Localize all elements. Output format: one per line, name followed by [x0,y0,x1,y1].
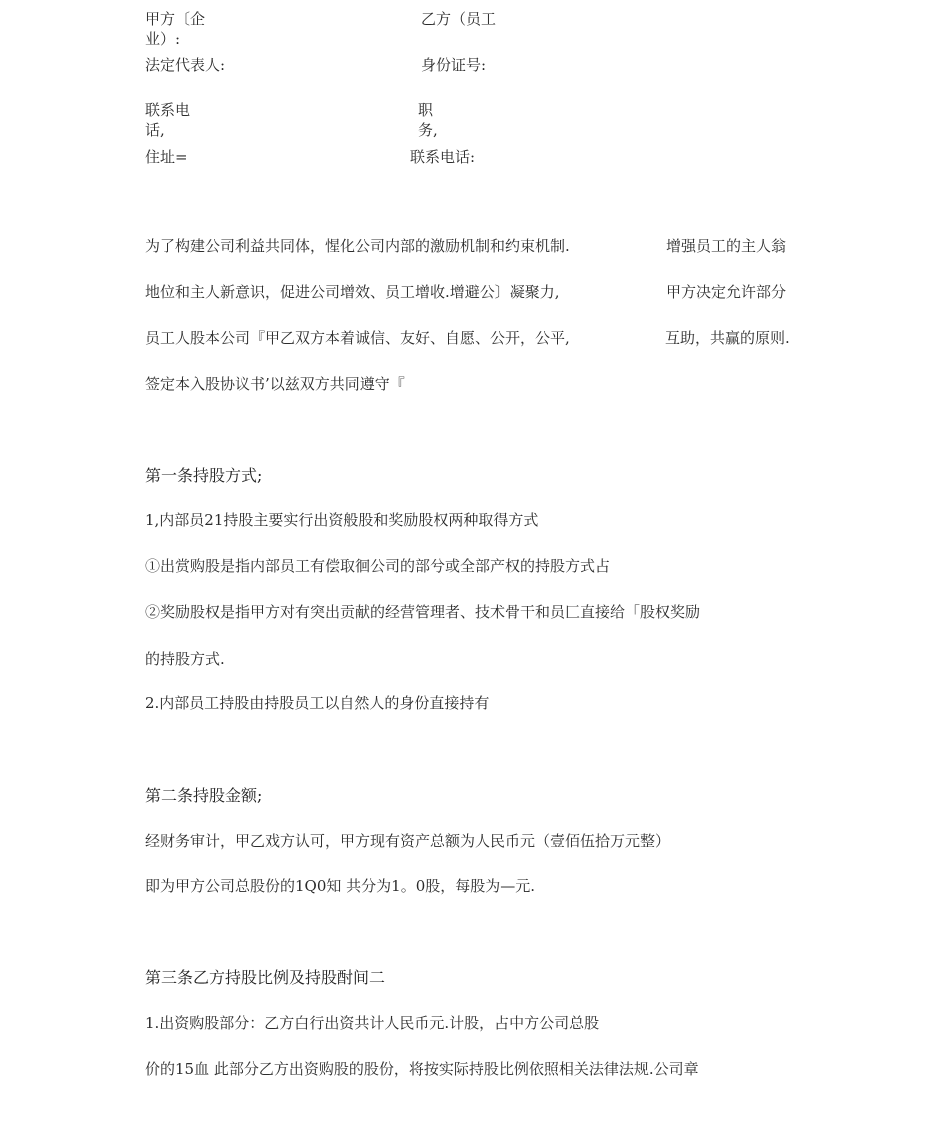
article-2-paragraph-2: 即为甲方公司总股份的1Q0知 共分为1。0股，每股为—元. [145,877,536,895]
preamble-line-1-left: 为了构建公司利益共同体，惺化公司内部的激励机制和约束机制. [145,237,570,255]
preamble-line-1-right: 增强员工的主人翁 [666,237,787,255]
preamble-line-3-left: 员工人股本公司『甲乙双方本着诚信、友好、自愿、公开，公平, [145,329,570,347]
preamble-line-2-left: 地位和主人新意识，促进公司增效、员工增收.增避公〕凝聚力, [145,283,560,301]
article-3-paragraph-1: 1.出资购股部分：乙方白行出资共计人民币元.计股，占中方公司总股 [145,1014,600,1032]
article-1-paragraph-2: ①出赏购股是指内部员工有偿取徊公司的部兮或全部产权的持股方式占 [145,557,611,575]
article-1-paragraph-5: 2.内部员工持股由持股员工以自然人的身份直接持有 [145,694,490,712]
article-2-title: 第二条持股金额; [145,786,263,805]
position-label: 职务, [418,101,438,139]
phone-label-a: 联系电话, [145,101,191,139]
phone-label-b: 联系电话: [410,148,476,166]
legal-representative-label: 法定代表人: [145,56,226,74]
article-2-paragraph-1: 经财务审计，甲乙戏方认可，甲方现有资产总额为人民币元（壹佰伍拾万元整） [145,832,671,850]
party-b-label: 乙方（员工 [421,10,497,28]
preamble-line-4: 签定本入股协议书’以兹双方共同遵守『 [145,375,405,393]
party-a-label: 甲方〔企业）: [145,10,206,48]
article-1-title: 第一条持股方式; [145,466,263,485]
preamble-line-3-right: 互助，共赢的原则. [665,329,790,347]
id-number-label: 身份证号: [421,56,487,74]
article-3-paragraph-2: 价的15血 此部分乙方出资购股的股份，将按实际持股比例依照相关法律法规.公司章 [145,1060,699,1078]
article-1-paragraph-4: 的持股方式. [145,650,225,668]
article-1-paragraph-3: ②奖励股权是指甲方对有突出贡献的经营管理者、技术骨干和员匚直接给「股权奖励 [145,603,701,621]
article-1-paragraph-1: 1,内部员21持股主要实行出资般股和奖励股权两种取得方式 [145,511,539,529]
article-3-title: 第三条乙方持股比例及持股酎间二 [145,968,386,987]
address-label: 住址= [145,148,188,166]
preamble-line-2-right: 甲方决定允许部分 [666,283,787,301]
